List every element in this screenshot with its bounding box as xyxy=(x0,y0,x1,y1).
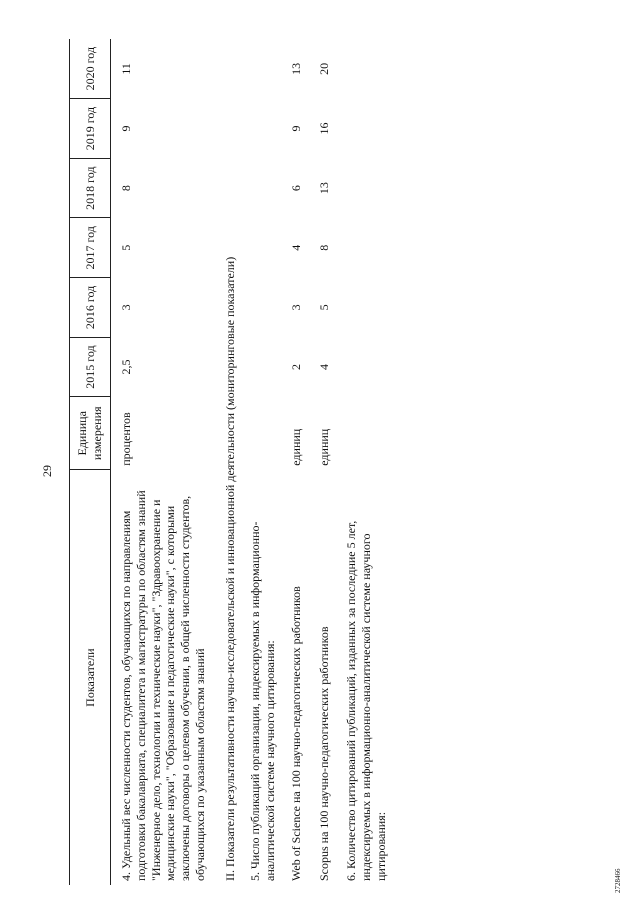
table-row xyxy=(343,39,389,885)
value-2018: 13 xyxy=(316,182,331,195)
header-unit: Единица измерения xyxy=(70,397,111,470)
row-label: Scopus на 100 научно-педагогических работников xyxy=(316,626,331,881)
value-2017: 8 xyxy=(316,244,331,251)
page-number: 29 xyxy=(40,465,54,477)
value-2017: 4 xyxy=(288,244,303,251)
table-header-row xyxy=(70,39,111,885)
header-2016: 2016 год xyxy=(70,278,111,338)
row-label: 6. Количество цитирований публикаций, изданных за последние 5 лет, индексируемых в информационно-аналитической системе научного цитирования: xyxy=(344,520,388,881)
row-unit: единиц xyxy=(288,428,303,466)
value-2015: 4 xyxy=(316,364,331,371)
value-2020: 11 xyxy=(119,63,133,75)
value-2017: 5 xyxy=(119,244,133,251)
side-stamp: 2728466 xyxy=(614,868,622,893)
value-2019: 9 xyxy=(288,125,303,132)
value-2020: 13 xyxy=(288,62,303,75)
section-heading: II. Показатели результативности научно-исследовательской и инновационной деятельности (мониторинговые показатели) xyxy=(222,256,237,881)
value-2016: 3 xyxy=(119,304,133,311)
row-unit: процентов xyxy=(119,412,133,466)
row-label: Web of Science на 100 научно-педагогических работников xyxy=(288,586,303,881)
value-2018: 8 xyxy=(119,185,133,192)
indicators-table xyxy=(69,39,390,885)
header-2015: 2015 год xyxy=(70,337,111,397)
table-row xyxy=(288,39,316,885)
header-2019: 2019 год xyxy=(70,99,111,159)
value-2020: 20 xyxy=(316,62,331,75)
row-unit: единиц xyxy=(316,428,331,466)
value-2015: 2,5 xyxy=(119,359,133,375)
value-2015: 2 xyxy=(288,364,303,371)
header-indicators: Показатели xyxy=(70,470,111,885)
header-2018: 2018 год xyxy=(70,158,111,218)
header-2020: 2020 год xyxy=(70,39,111,99)
value-2018: 6 xyxy=(288,185,303,192)
header-2017: 2017 год xyxy=(70,218,111,278)
value-2016: 5 xyxy=(316,304,331,311)
row-label: 5. Число публикаций организации, индексируемых в информационно-аналитической системе научного цитирования: xyxy=(248,521,277,881)
table-row xyxy=(316,39,344,885)
row-label: 4. Удельный вес численности студентов, обучающихся по направлениям подготовки бакалавриата, специалитета и магистратуры по областям знаний "Инженерное дело, технологии и технические науки", "Здравоохранение и медицинские науки", "Образование и педагогические науки", с которыми заключены договоры о целевом обучении, в общей численности студентов, обучающихся по указанным областям знаний xyxy=(119,490,207,881)
value-2019: 16 xyxy=(316,122,331,135)
value-2019: 9 xyxy=(119,125,133,132)
table-row xyxy=(111,39,220,885)
value-2016: 3 xyxy=(288,304,303,311)
table-row xyxy=(247,39,288,885)
section-heading-row xyxy=(220,39,248,885)
